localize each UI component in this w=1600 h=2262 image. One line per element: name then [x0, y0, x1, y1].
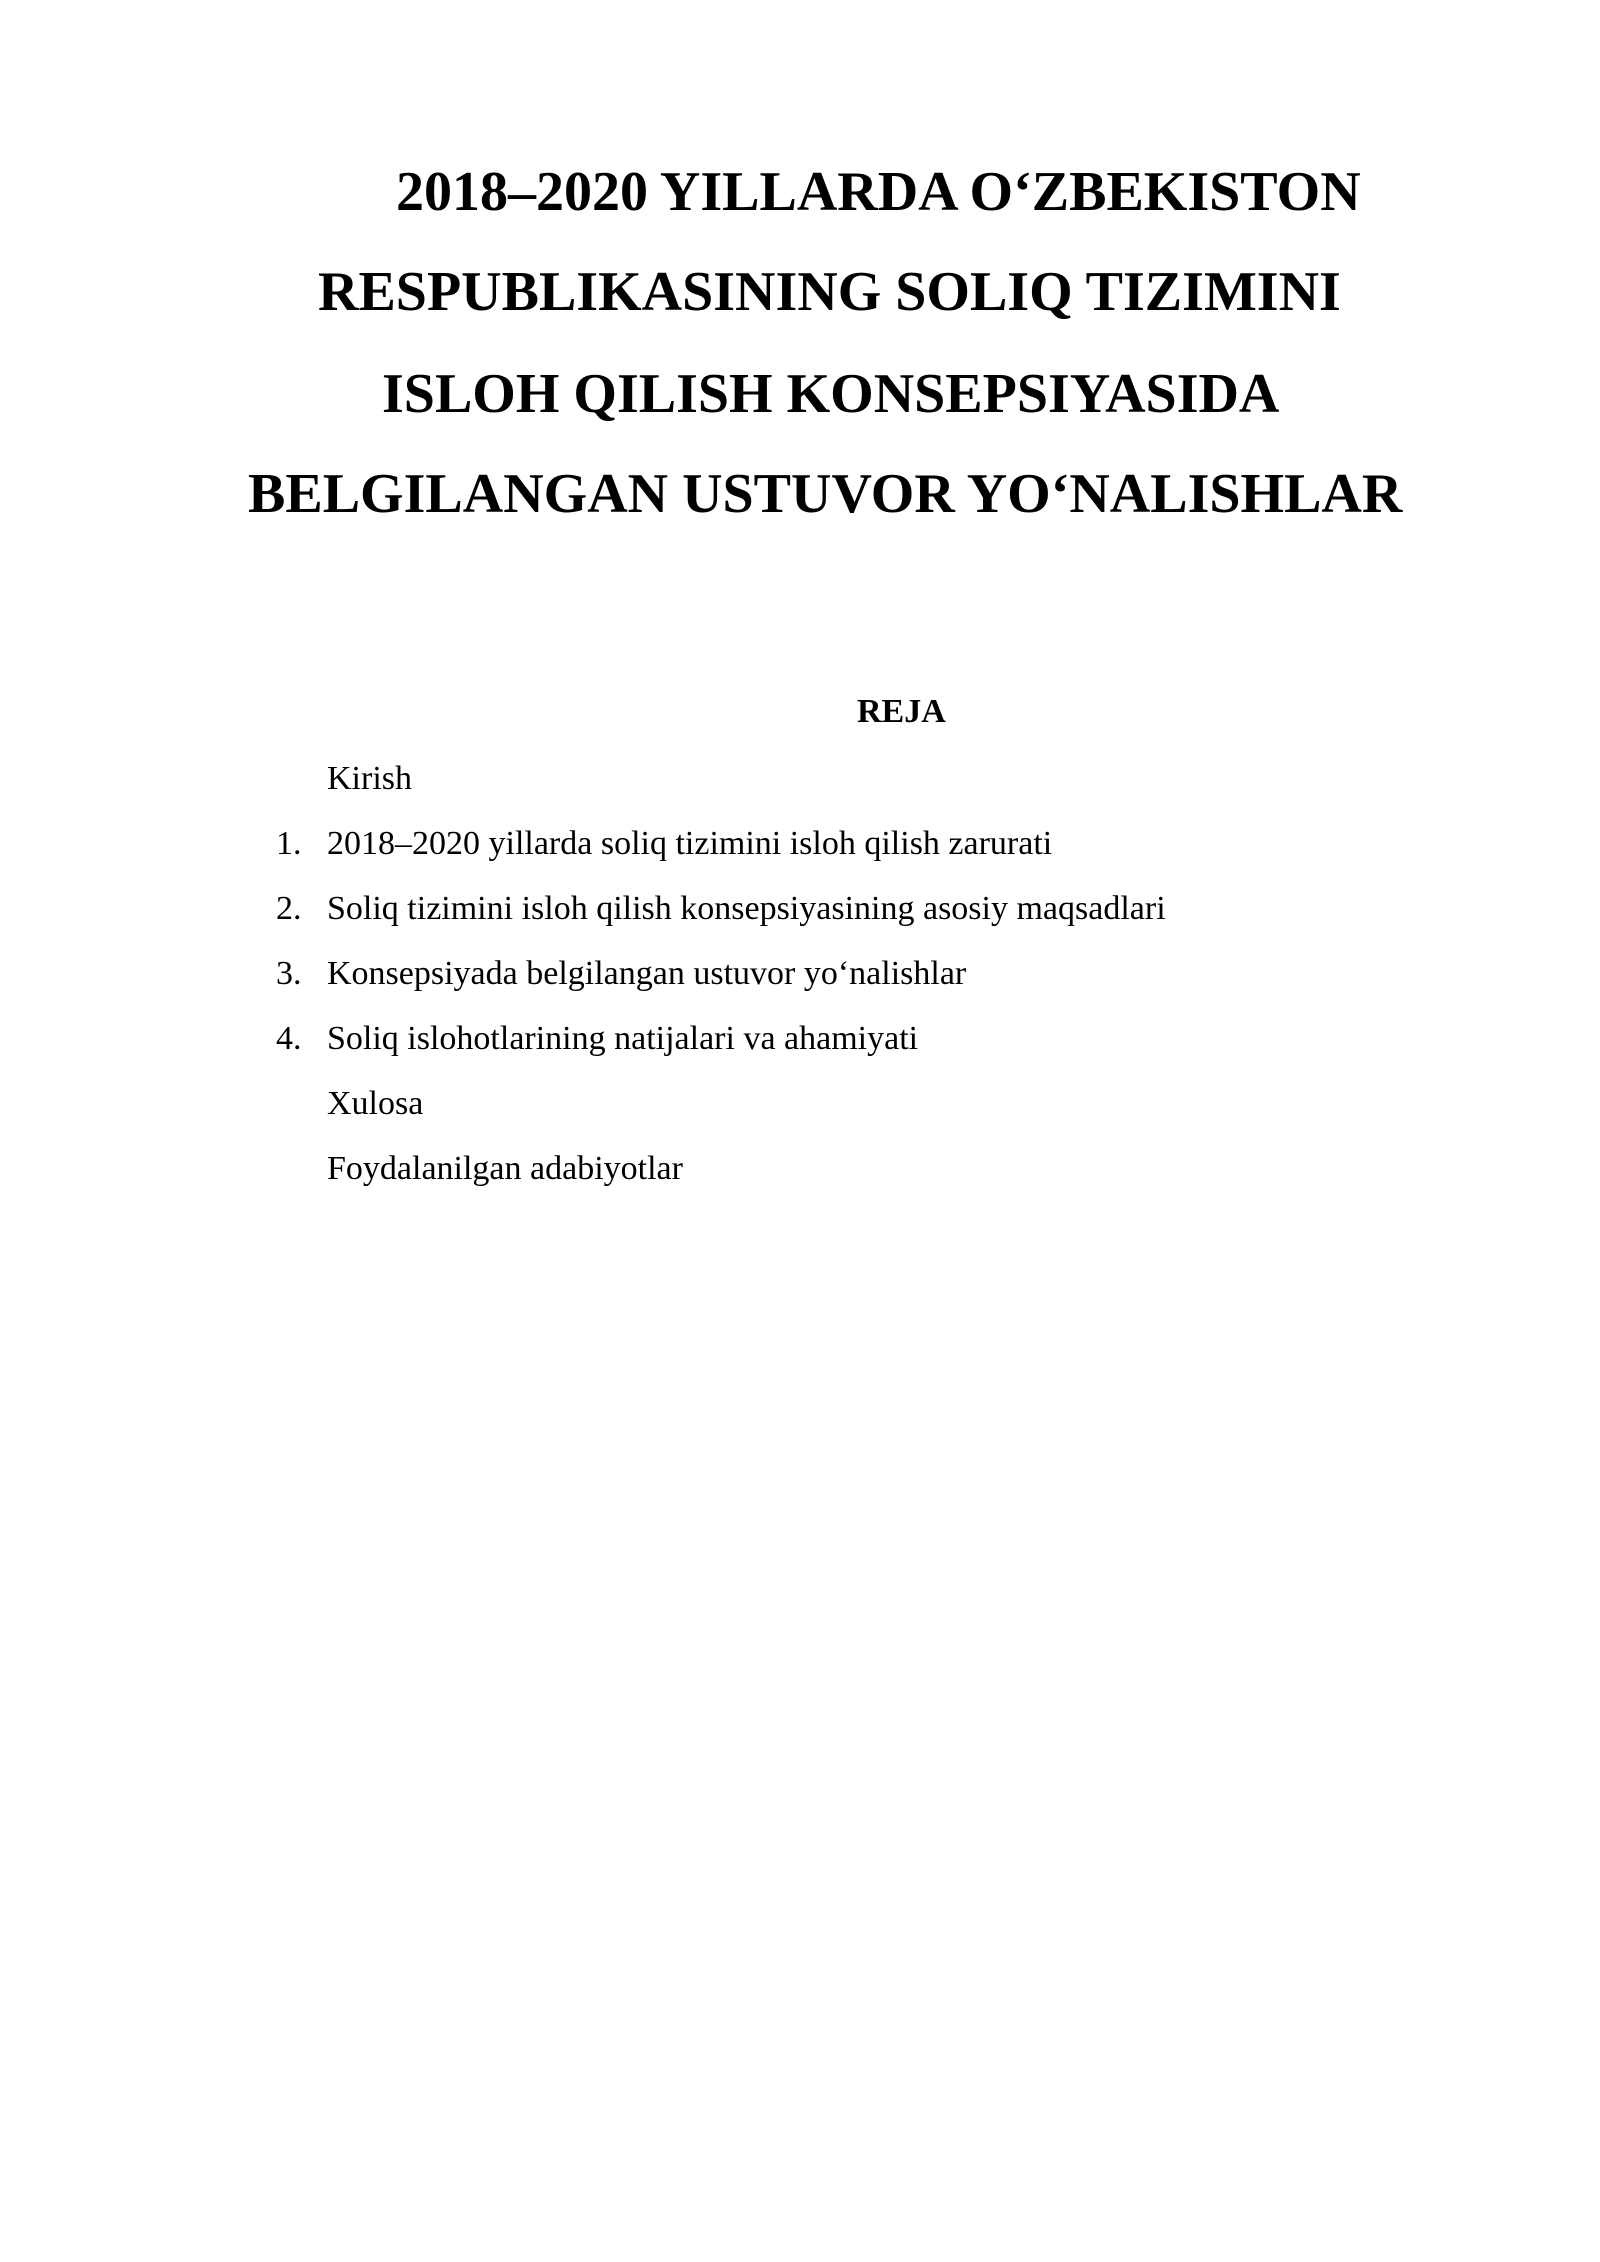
plan-item-number: 1. — [276, 825, 302, 862]
plan-item-text: Soliq islohotlarining natijalari va ahamiyati — [327, 1020, 919, 1057]
plan-item-4 — [0, 1015, 1600, 1063]
plan-item-1 — [0, 820, 1600, 868]
plan-item-text: Foydalanilgan adabiyotlar — [327, 1150, 683, 1187]
plan-item-number: 4. — [276, 1020, 302, 1057]
title-line-4: BELGILANGAN USTUVOR YO‘NALISHLAR — [248, 463, 1403, 525]
plan-item-2 — [0, 885, 1600, 933]
plan-item-introduction — [0, 755, 1600, 803]
plan-item-text: Xulosa — [327, 1085, 424, 1122]
plan-item-conclusion — [0, 1080, 1600, 1128]
title-line-3: ISLOH QILISH KONSEPSIYASIDA — [382, 363, 1280, 425]
plan-item-3 — [0, 950, 1600, 998]
plan-item-references — [0, 1145, 1600, 1193]
title-line-1: 2018–2020 YILLARDA O‘ZBEKISTON — [396, 161, 1361, 223]
plan-item-text: 2018–2020 yillarda soliq tizimini isloh qilish zarurati — [327, 825, 1053, 862]
plan-heading: REJA — [857, 693, 946, 730]
plan-item-text: Konsepsiyada belgilangan ustuvor yo‘nalishlar — [327, 955, 967, 992]
plan-item-text: Soliq tizimini isloh qilish konsepsiyasining asosiy maqsadlari — [327, 890, 1166, 927]
title-line-2: RESPUBLIKASINING SOLIQ TIZIMINI — [318, 261, 1341, 323]
plan-item-text: Kirish — [327, 760, 412, 797]
plan-item-number: 2. — [276, 890, 302, 927]
plan-item-number: 3. — [276, 955, 302, 992]
